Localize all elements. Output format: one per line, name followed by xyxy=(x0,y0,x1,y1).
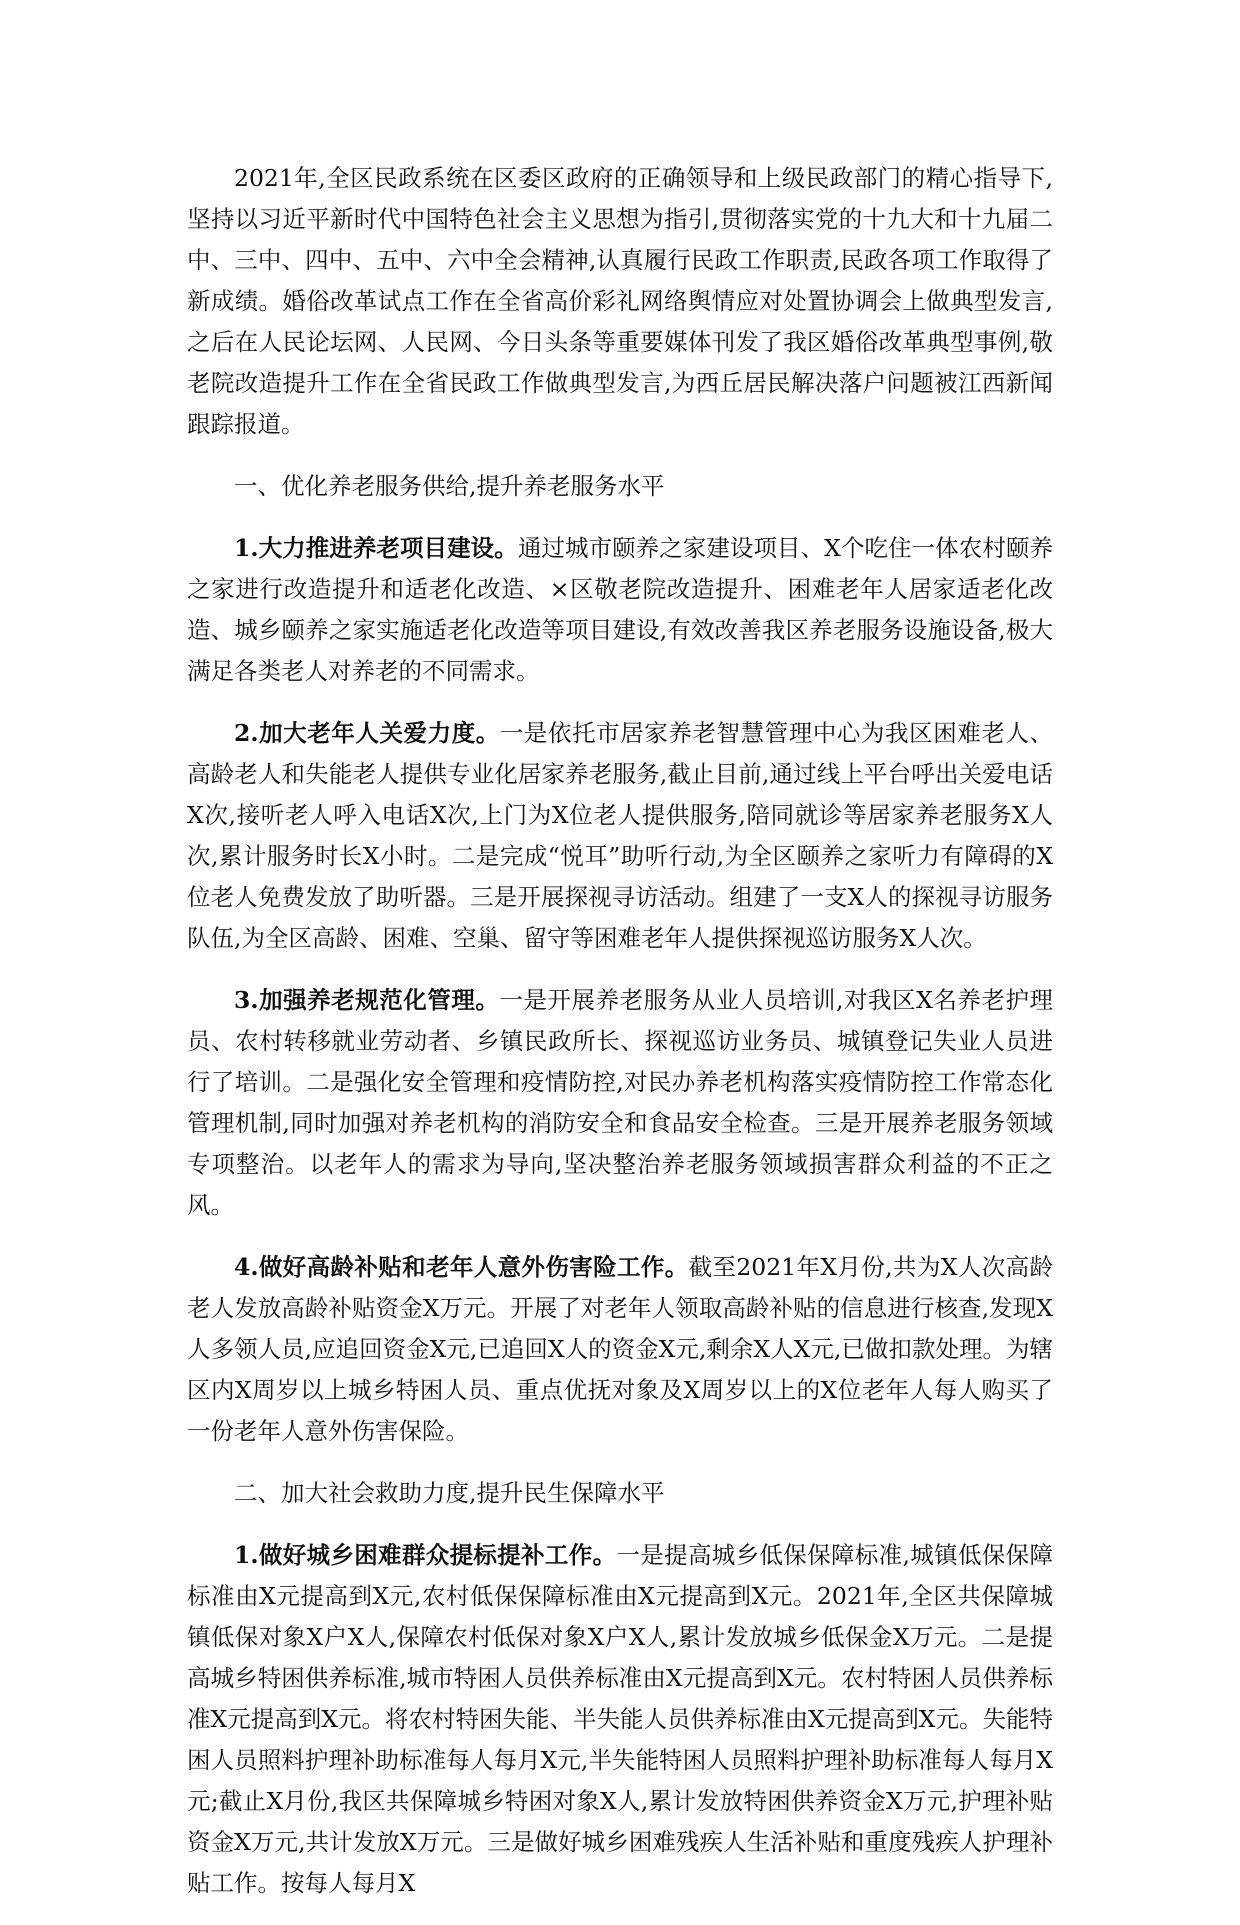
section-1-item-3 xyxy=(187,980,1053,1226)
section-2-item-1-lead: 1.做好城乡困难群众提标提补工作。 xyxy=(234,1541,617,1569)
section-2-item-1-body: 一是提高城乡低保保障标准,城镇低保保障标准由X元提高到X元,农村低保保障标准由X元提高到X元。2021年,全区共保障城镇低保对象X户X人,保障农村低保对象X户X人,累计发放城乡低保金X万元。二是提高城乡特困供养标准,城市特困人员供养标准由X元提高到X元。农村特困人员供养标准X元提高到X元。将农村特困失能、半失能人员供养标准由X元提高到X元。失能特困人员照料护理补助标准每人每月X元,半失能特困人员照料护理补助标准每人每月X元;截止X月份,我区共保障城乡特困对象X人,累计发放特困供养资金X万元,护理补贴资金X万元,共计发放X万元。三是做好城乡困难残疾人生活补贴和重度残疾人护理补贴工作。按每人每月X xyxy=(187,1541,1053,1897)
section-1-item-2-lead: 2.加大老年人关爱力度。 xyxy=(234,719,500,747)
section-1-item-4 xyxy=(187,1247,1053,1452)
section-2-heading: 二、加大社会救助力度,提升民生保障水平 xyxy=(234,1479,665,1507)
document-body xyxy=(187,158,1053,1925)
section-1-item-4-lead: 4.做好高龄补贴和老年人意外伤害险工作。 xyxy=(234,1253,689,1281)
section-1-item-1-lead: 1.大力推进养老项目建设。 xyxy=(234,534,518,562)
section-1-item-1 xyxy=(187,528,1053,692)
section-1-item-3-lead: 3.加强养老规范化管理。 xyxy=(234,986,500,1014)
section-1-item-1-body: 通过城市颐养之家建设项目、X个吃住一体农村颐养之家进行改造提升和适老化改造、×区敬老院改造提升、困难老年人居家适老化改造、城乡颐养之家实施适老化改造等项目建设,有效改善我区养老服务设施设备,极大满足各类老人对养老的不同需求。 xyxy=(187,534,1053,685)
section-1-item-3-body: 一是开展养老服务从业人员培训,对我区X名养老护理员、农村转移就业劳动者、乡镇民政所长、探视巡访业务员、城镇登记失业人员进行了培训。二是强化安全管理和疫情防控,对民办养老机构落实疫情防控工作常态化管理机制,同时加强对养老机构的消防安全和食品安全检查。三是开展养老服务领域专项整治。以老年人的需求为导向,坚决整治养老服务领域损害群众利益的不正之风。 xyxy=(187,986,1053,1219)
section-2-item-1 xyxy=(187,1535,1053,1904)
intro-paragraph: 2021年,全区民政系统在区委区政府的正确领导和上级民政部门的精心指导下,坚持以习近平新时代中国特色社会主义思想为指引,贯彻落实党的十九大和十九届二中、三中、四中、五中、六中全会精神,认真履行民政工作职责,民政各项工作取得了新成绩。婚俗改革试点工作在全省高价彩礼网络舆情应对处置协调会上做典型发言,之后在人民论坛网、人民网、今日头条等重要媒体刊发了我区婚俗改革典型事例,敬老院改造提升工作在全省民政工作做典型发言,为西丘居民解决落户问题被江西新闻跟踪报道。 xyxy=(187,164,1053,438)
section-1-heading: 一、优化养老服务供给,提升养老服务水平 xyxy=(234,472,665,500)
section-1-item-2-body: 一是依托市居家养老智慧管理中心为我区困难老人、高龄老人和失能老人提供专业化居家养老服务,截止目前,通过线上平台呼出关爱电话X次,接听老人呼入电话X次,上门为X位老人提供服务,陪同就诊等居家养老服务X人次,累计服务时长X小时。二是完成“悦耳”助听行动,为全区颐养之家听力有障碍的X位老人免费发放了助听器。三是开展探视寻访活动。组建了一支X人的探视寻访服务队伍,为全区高龄、困难、空巢、留守等困难老年人提供探视巡访服务X人次。 xyxy=(187,719,1053,952)
section-1-item-4-body: 截至2021年X月份,共为X人次高龄老人发放高龄补贴资金X万元。开展了对老年人领取高龄补贴的信息进行核查,发现X人多领人员,应追回资金X元,已追回X人的资金X元,剩余X人X元,已做扣款处理。为辖区内X周岁以上城乡特困人员、重点优抚对象及X周岁以上的X位老年人每人购买了一份老年人意外伤害保险。 xyxy=(187,1253,1053,1445)
section-1-item-2 xyxy=(187,713,1053,959)
